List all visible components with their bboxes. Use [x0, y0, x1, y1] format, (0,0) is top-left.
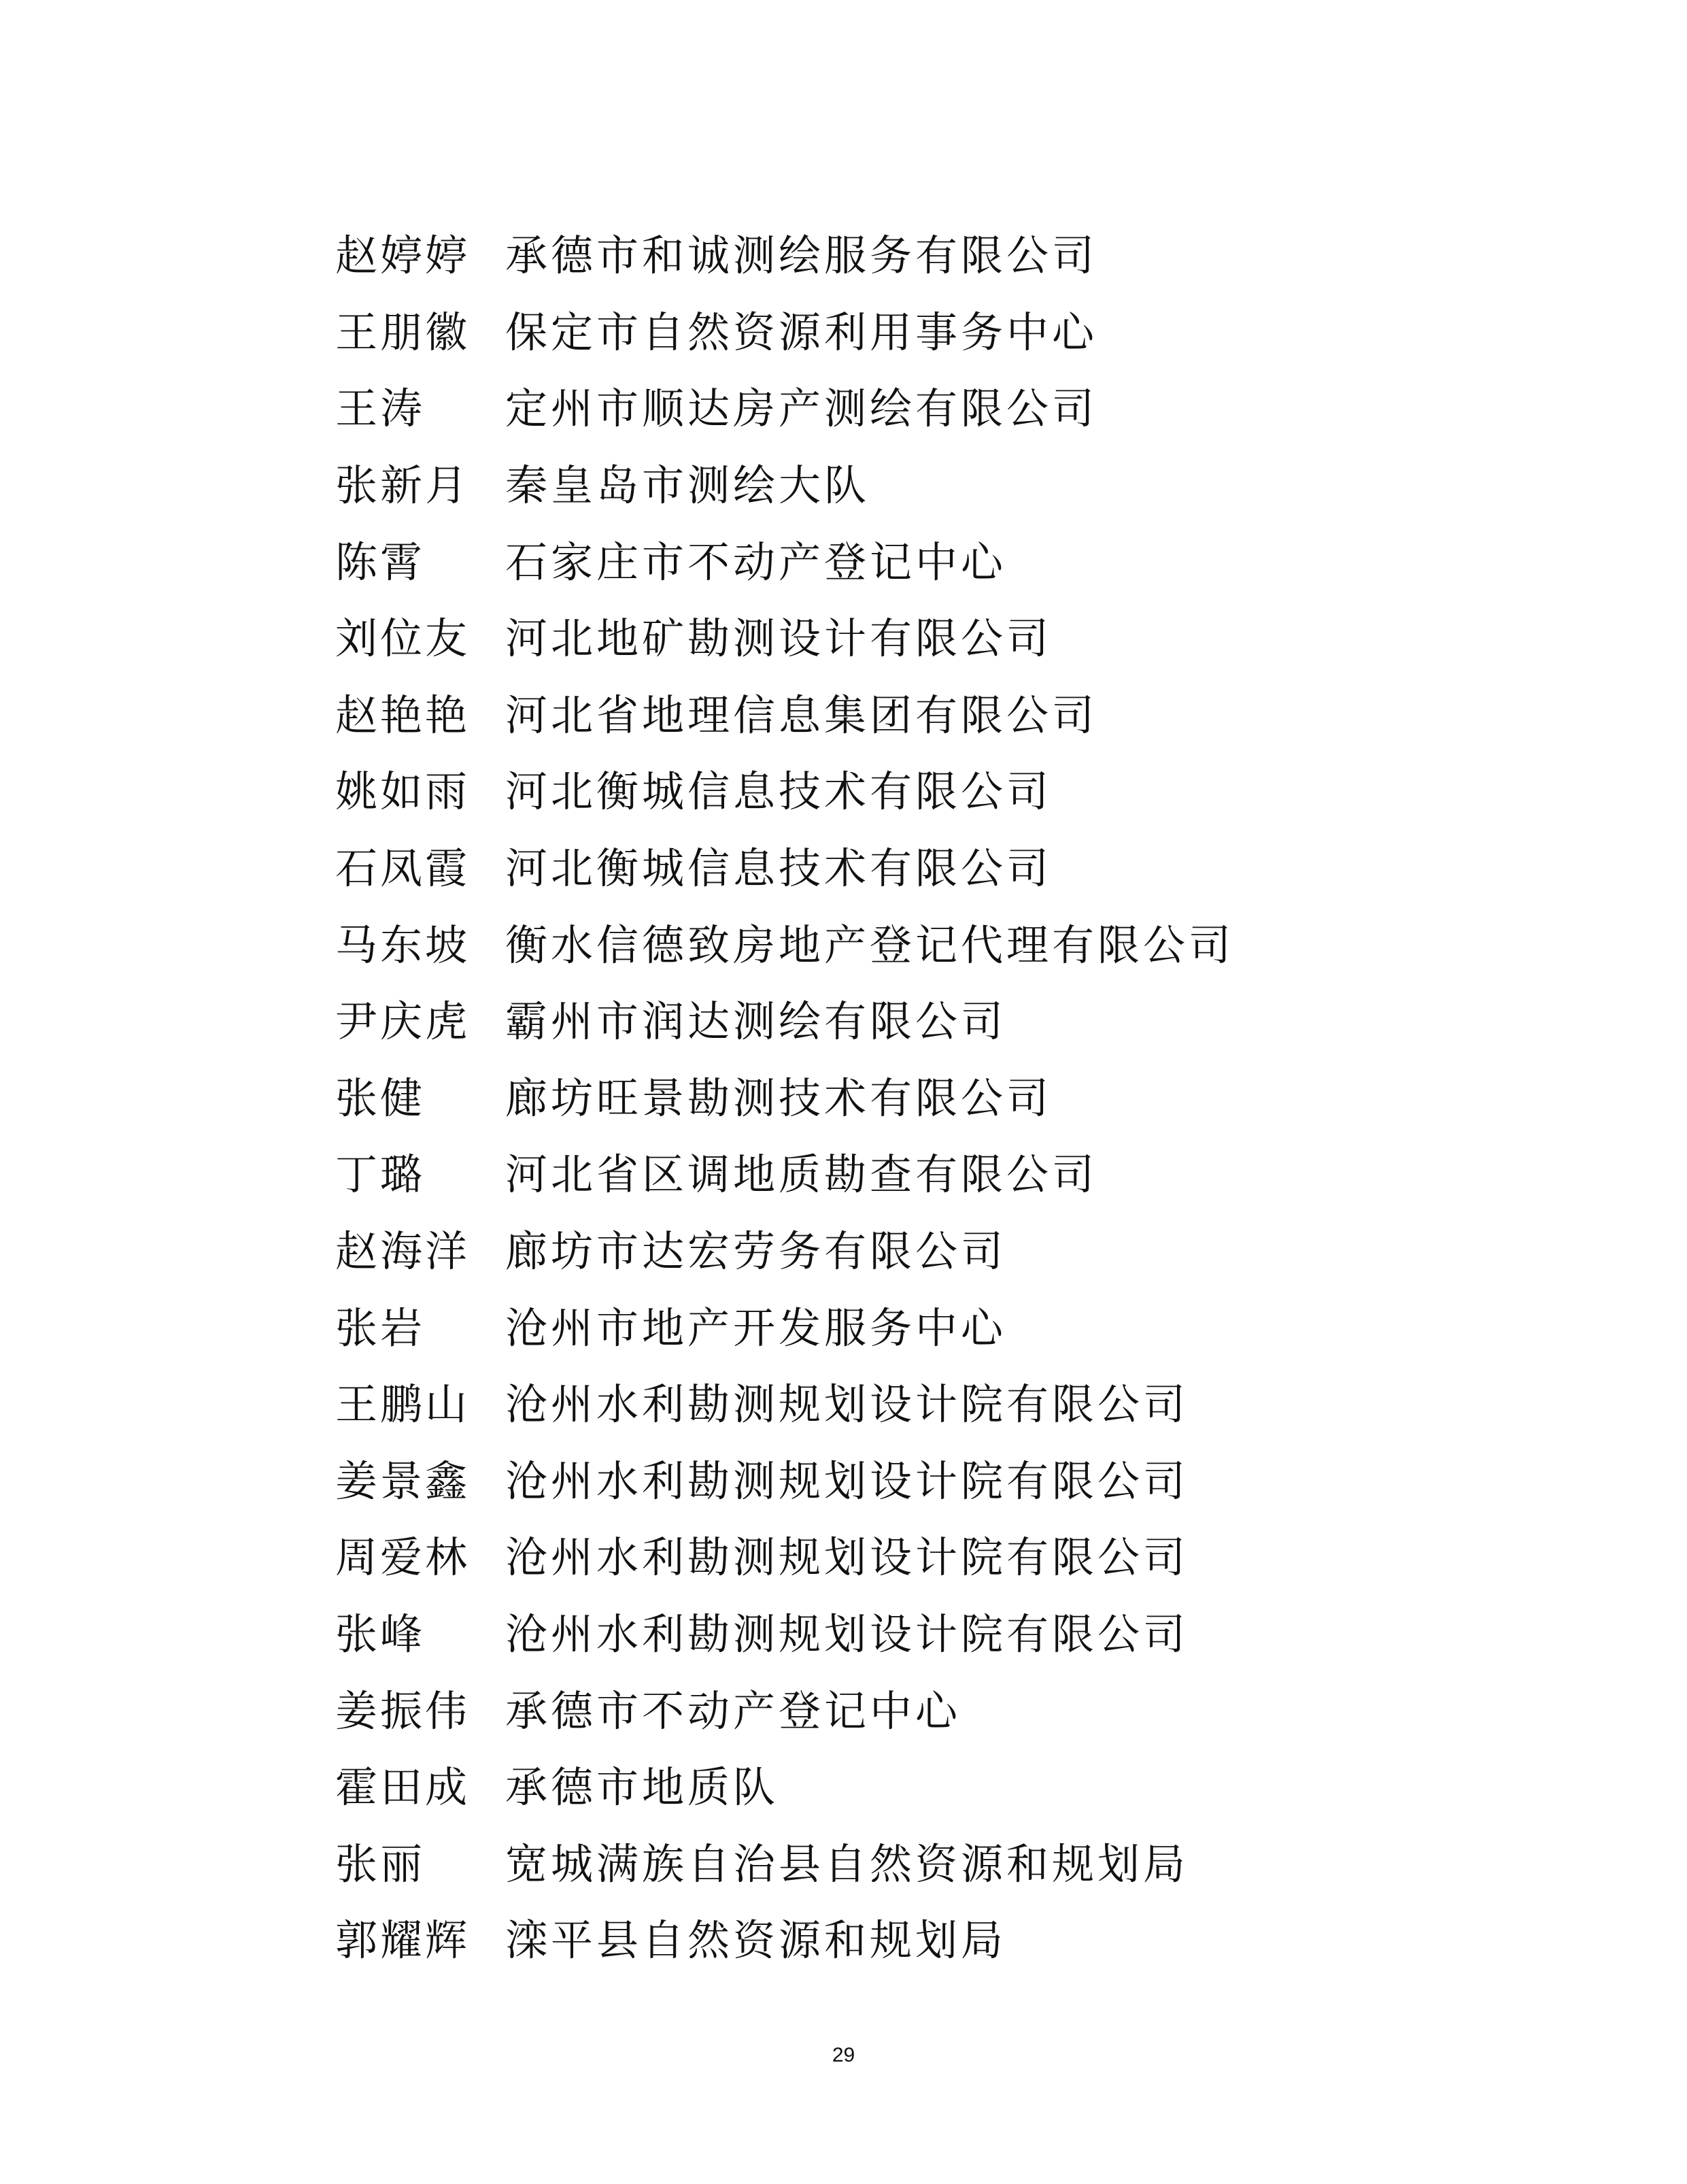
organization-name: 廊坊旺景勘测技术有限公司 [505, 1073, 1053, 1123]
organization-name: 霸州市润达测绘有限公司 [505, 996, 1007, 1047]
list-item [335, 524, 1559, 601]
person-name: 姚如雨 [335, 767, 471, 817]
organization-name: 沧州水利勘测规划设计院有限公司 [505, 1532, 1189, 1583]
person-name: 霍田成 [335, 1762, 471, 1813]
list-item [335, 677, 1559, 754]
organization-name: 滦平县自然资源和规划局 [505, 1915, 1007, 1966]
organization-name: 承德市不动产登记中心 [505, 1685, 961, 1736]
person-name: 赵艳艳 [335, 690, 471, 740]
list-item [335, 1749, 1559, 1826]
person-name: 马东坡 [335, 920, 471, 970]
person-name: 张峰 [335, 1609, 426, 1659]
organization-name: 保定市自然资源利用事务中心 [505, 307, 1098, 357]
list-item [335, 754, 1559, 830]
person-name: 王朋徽 [335, 307, 471, 357]
list-item [335, 371, 1559, 448]
organization-name: 河北地矿勘测设计有限公司 [505, 614, 1053, 664]
list-item [335, 984, 1559, 1060]
person-name: 刘位友 [335, 614, 471, 664]
organization-name: 河北省地理信息集团有限公司 [505, 690, 1098, 740]
person-name: 姜景鑫 [335, 1456, 471, 1506]
list-item [335, 295, 1559, 371]
list-item [335, 1443, 1559, 1520]
list-item [335, 1366, 1559, 1443]
organization-name: 河北衡城信息技术有限公司 [505, 843, 1053, 894]
person-name: 周爱林 [335, 1532, 471, 1583]
list-item [335, 1060, 1559, 1137]
list-item [335, 907, 1559, 984]
list-item [335, 1519, 1559, 1596]
person-name: 郭耀辉 [335, 1915, 471, 1966]
organization-name: 沧州市地产开发服务中心 [505, 1303, 1007, 1353]
page-number: 29 [832, 2044, 855, 2066]
person-name: 王鹏山 [335, 1379, 471, 1430]
organization-name: 河北衡城信息技术有限公司 [505, 767, 1053, 817]
list-item [335, 1902, 1559, 1979]
person-name: 赵婷婷 [335, 231, 471, 281]
list-item [335, 830, 1559, 907]
organization-name: 石家庄市不动产登记中心 [505, 537, 1007, 587]
person-name: 张健 [335, 1073, 426, 1123]
person-name: 张新月 [335, 460, 471, 511]
list-item [335, 1673, 1559, 1749]
person-name: 王涛 [335, 384, 426, 434]
list-item [335, 448, 1559, 524]
organization-name: 沧州水利勘测规划设计院有限公司 [505, 1609, 1189, 1659]
organization-name: 秦皇岛市测绘大队 [505, 460, 870, 511]
person-name: 赵海洋 [335, 1226, 471, 1277]
organization-name: 河北省区调地质勘查有限公司 [505, 1149, 1098, 1200]
person-name: 张丽 [335, 1838, 426, 1889]
name-list [335, 218, 1559, 1979]
list-item [335, 218, 1559, 295]
person-name: 尹庆虎 [335, 996, 471, 1047]
list-item [335, 1213, 1559, 1290]
person-name: 石凤霞 [335, 843, 471, 894]
organization-name: 衡水信德致房地产登记代理有限公司 [505, 920, 1235, 970]
organization-name: 宽城满族自治县自然资源和规划局 [505, 1838, 1189, 1889]
organization-name: 承德市和诚测绘服务有限公司 [505, 231, 1098, 281]
list-item [335, 1596, 1559, 1673]
person-name: 丁璐 [335, 1149, 426, 1200]
person-name: 张岩 [335, 1303, 426, 1353]
list-item [335, 1826, 1559, 1902]
organization-name: 承德市地质队 [505, 1762, 779, 1813]
organization-name: 定州市顺达房产测绘有限公司 [505, 384, 1098, 434]
list-item [335, 1290, 1559, 1366]
organization-name: 沧州水利勘测规划设计院有限公司 [505, 1379, 1189, 1430]
person-name: 陈霄 [335, 537, 426, 587]
organization-name: 廊坊市达宏劳务有限公司 [505, 1226, 1007, 1277]
organization-name: 沧州水利勘测规划设计院有限公司 [505, 1456, 1189, 1506]
person-name: 姜振伟 [335, 1685, 471, 1736]
list-item [335, 601, 1559, 677]
list-item [335, 1137, 1559, 1213]
